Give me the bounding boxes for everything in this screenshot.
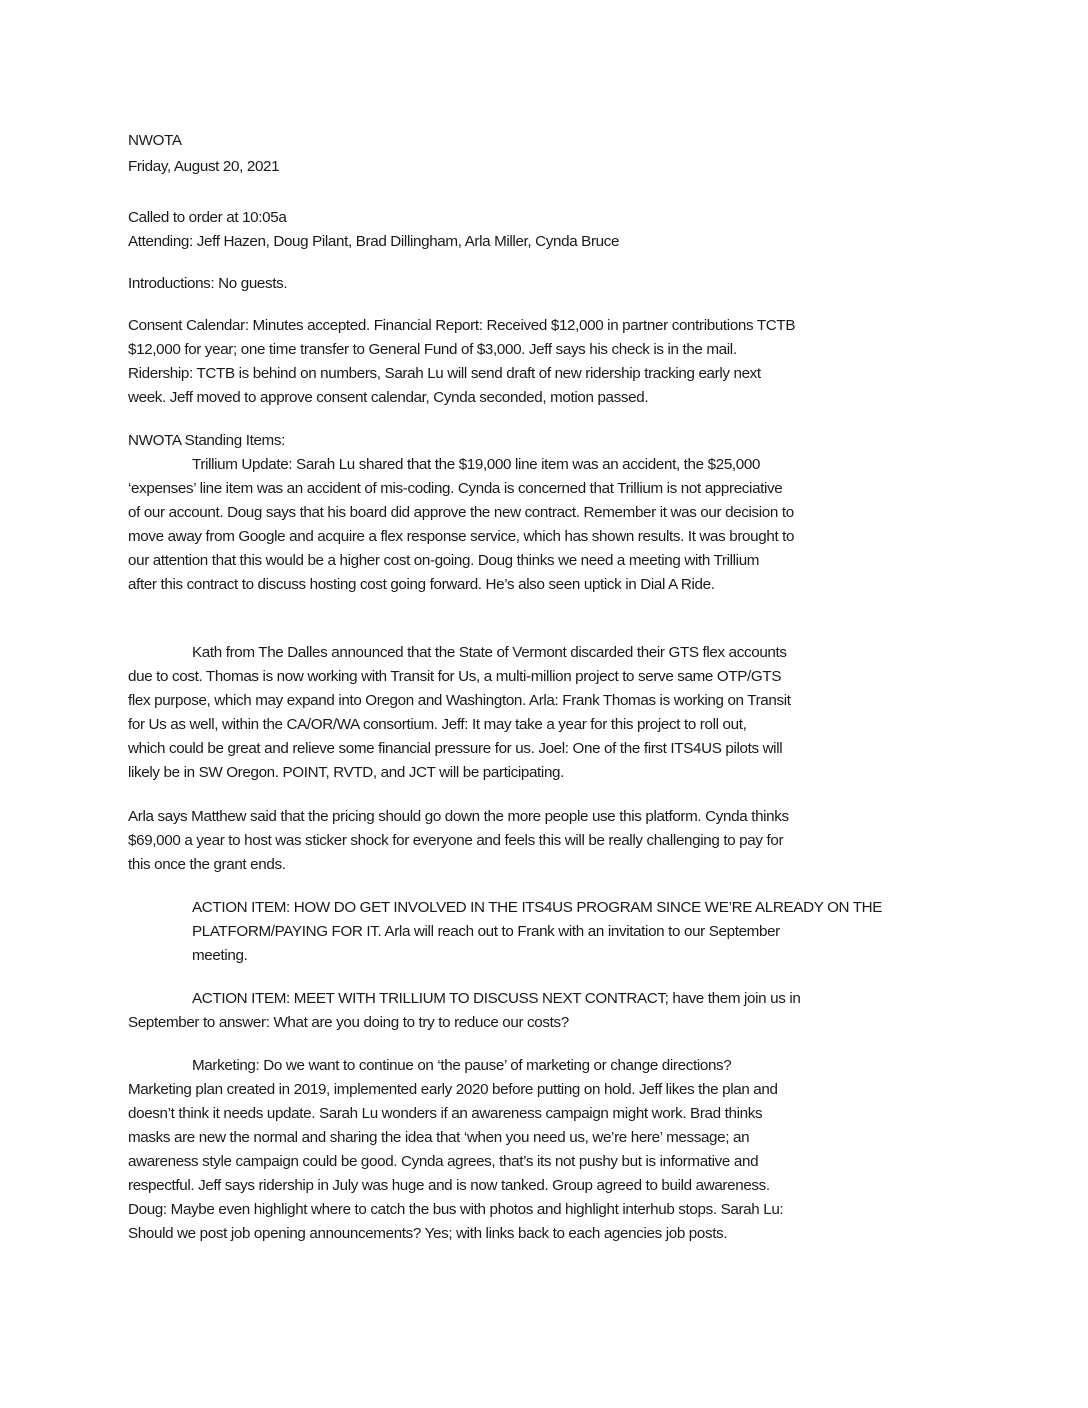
text-line: likely be in SW Oregon. POINT, RVTD, and JCT will be participating. (128, 764, 565, 781)
meeting-date: Friday, August 20, 2021 (128, 158, 280, 175)
text-line: Marketing: Do we want to continue on ‘the pause’ of marketing or change directions? (192, 1057, 732, 1074)
text-line: this once the grant ends. (128, 856, 286, 873)
text-line: ACTION ITEM: MEET WITH TRILLIUM TO DISCUSS NEXT CONTRACT; have them join us in (192, 990, 801, 1007)
text-line: Kath from The Dalles announced that the State of Vermont discarded their GTS flex accounts (192, 644, 787, 661)
text-line: Consent Calendar: Minutes accepted. Financial Report: Received $12,000 in partner contributions TCTB (128, 317, 796, 334)
text-line: ‘expenses’ line item was an accident of mis-coding. Cynda is concerned that Trillium is not appreciative (128, 480, 783, 497)
text-line: meeting. (192, 947, 248, 964)
standing-items-heading: NWOTA Standing Items: (128, 432, 285, 449)
text-line: Doug: Maybe even highlight where to catch the bus with photos and highlight interhub stops. Sarah Lu: (128, 1201, 784, 1218)
text-line: due to cost. Thomas is now working with Transit for Us, a multi-million project to serve same OTP/GTS (128, 668, 782, 685)
text-line: which could be great and relieve some financial pressure for us. Joel: One of the first ITS4US pilots will (128, 740, 783, 757)
attending-list: Attending: Jeff Hazen, Doug Pilant, Brad Dillingham, Arla Miller, Cynda Bruce (128, 233, 620, 250)
text-line: move away from Google and acquire a flex response service, which has shown results. It was brought to (128, 528, 795, 545)
text-line: doesn’t think it needs update. Sarah Lu wonders if an awareness campaign might work. Brad thinks (128, 1105, 763, 1122)
text-line: Trillium Update: Sarah Lu shared that the $19,000 line item was an accident, the $25,000 (192, 456, 761, 473)
text-line: for Us as well, within the CA/OR/WA consortium. Jeff: It may take a year for this project to roll out, (128, 716, 747, 733)
introductions: Introductions: No guests. (128, 275, 288, 292)
text-line: September to answer: What are you doing to try to reduce our costs? (128, 1014, 569, 1031)
text-line: Should we post job opening announcements? Yes; with links back to each agencies job posts. (128, 1225, 728, 1242)
text-line: week. Jeff moved to approve consent calendar, Cynda seconded, motion passed. (128, 389, 649, 406)
text-line: our attention that this would be a higher cost on-going. Doug thinks we need a meeting with Trillium (128, 552, 760, 569)
text-line: $12,000 for year; one time transfer to General Fund of $3,000. Jeff says his check is in the mail. (128, 341, 737, 358)
called-to-order: Called to order at 10:05a (128, 209, 287, 226)
text-line: Ridership: TCTB is behind on numbers, Sarah Lu will send draft of new ridership tracking early next (128, 365, 761, 382)
text-line: Arla says Matthew said that the pricing should go down the more people use this platform. Cynda thinks (128, 808, 789, 825)
text-line: masks are new the normal and sharing the idea that ‘when you need us, we’re here’ message; an (128, 1129, 750, 1146)
org-title: NWOTA (128, 132, 182, 149)
text-line: respectful. Jeff says ridership in July was huge and is now tanked. Group agreed to build awareness. (128, 1177, 770, 1194)
text-line: $69,000 a year to host was sticker shock for everyone and feels this will be really challenging to pay for (128, 832, 784, 849)
text-line: Marketing plan created in 2019, implemented early 2020 before putting on hold. Jeff likes the plan and (128, 1081, 778, 1098)
text-line: of our account. Doug says that his board did approve the new contract. Remember it was our decision to (128, 504, 794, 521)
text-line: ACTION ITEM: HOW DO GET INVOLVED IN THE ITS4US PROGRAM SINCE WE’RE ALREADY ON THE (192, 899, 883, 916)
text-line: after this contract to discuss hosting cost going forward. He’s also seen uptick in Dial A Ride. (128, 576, 715, 593)
text-line: PLATFORM/PAYING FOR IT. Arla will reach out to Frank with an invitation to our September (192, 923, 780, 940)
text-line: flex purpose, which may expand into Oregon and Washington. Arla: Frank Thomas is working on Transit (128, 692, 791, 709)
text-line: awareness style campaign could be good. Cynda agrees, that’s its not pushy but is informative and (128, 1153, 759, 1170)
